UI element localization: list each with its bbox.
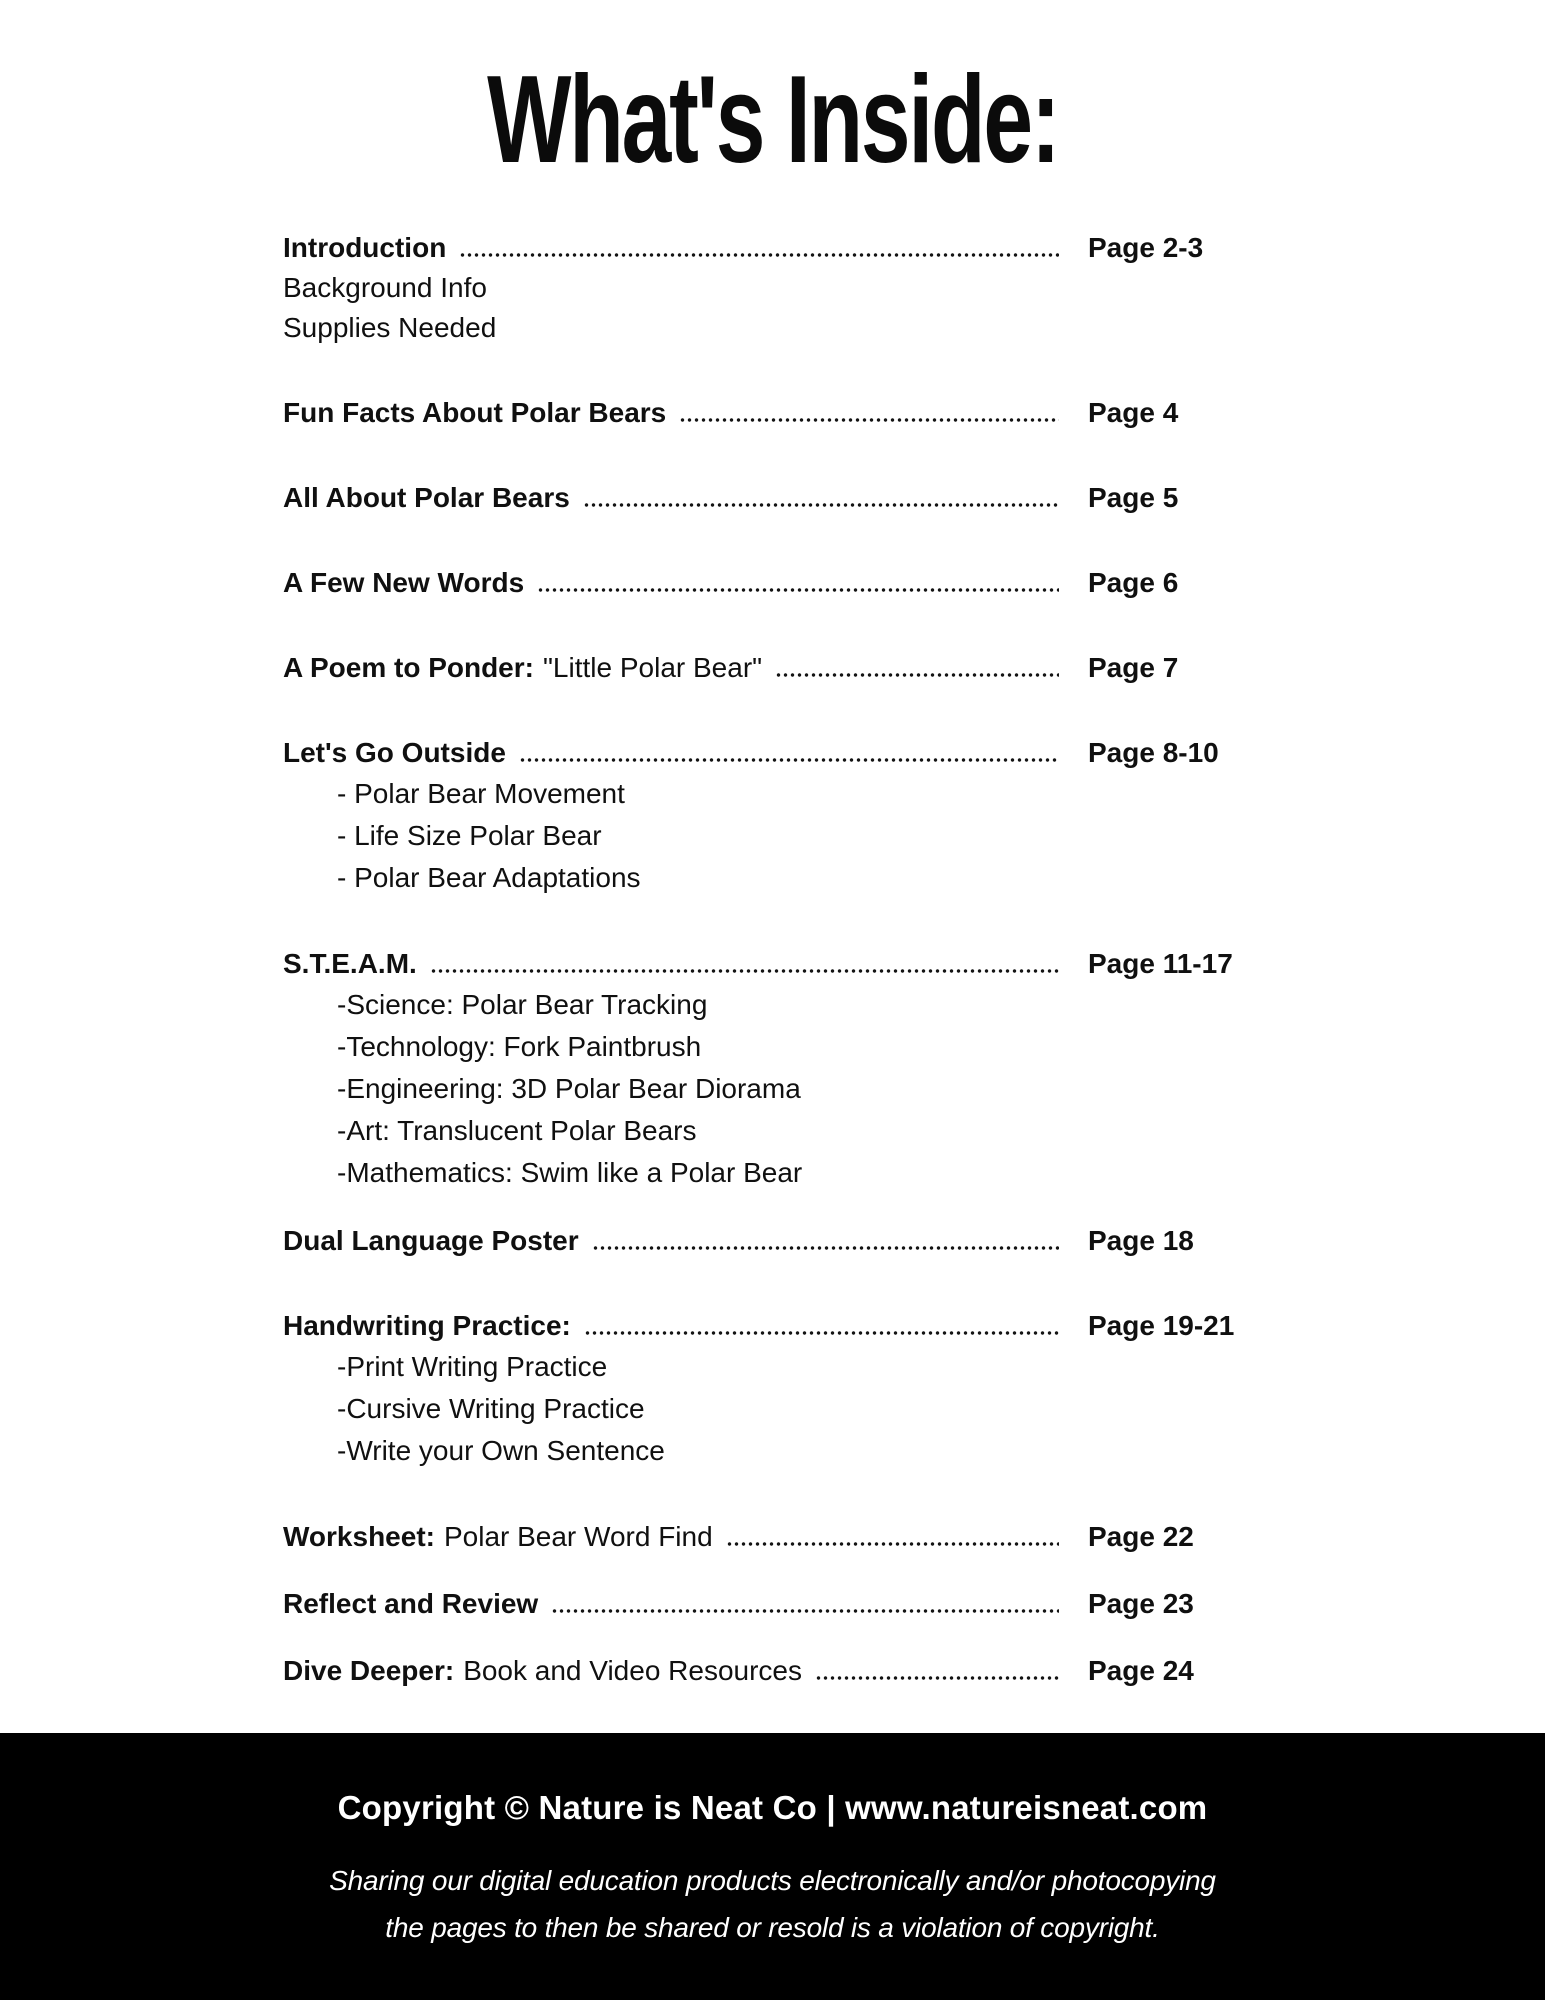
page-title: What's Inside: (486, 51, 1059, 189)
toc-page-number: Page 19-21 (1088, 1310, 1235, 1341)
page-title-wrap (0, 51, 1545, 189)
toc-sub-item: Background Info (283, 272, 487, 303)
toc-page-number: Page 8-10 (1088, 737, 1219, 768)
toc-item-label: Handwriting Practice: (283, 1310, 571, 1341)
toc-row-lets-go-outside (283, 733, 1273, 773)
toc-item-label: Fun Facts About Polar Bears (283, 397, 667, 428)
toc-item-subtitle: Polar Bear Word Find (443, 1521, 713, 1552)
dot-leader (519, 758, 1059, 762)
toc-item-label: Introduction (283, 232, 447, 263)
table-of-contents (283, 228, 1273, 1691)
toc-sub-item: -Print Writing Practice (337, 1351, 608, 1382)
disclaimer-line-1: Sharing our digital education products electronically and/or photocopying (329, 1865, 1216, 1896)
toc-item-label: Dive Deeper: (283, 1655, 455, 1686)
toc-row-fun-facts (283, 393, 1273, 433)
toc-sub-item: -Technology: Fork Paintbrush (337, 1031, 702, 1062)
toc-page-number: Page 11-17 (1088, 948, 1233, 979)
toc-row-all-about (283, 478, 1273, 518)
dot-leader (583, 503, 1059, 507)
toc-page-number: Page 18 (1088, 1225, 1194, 1256)
footer (0, 1733, 1545, 2000)
toc-item-label: A Poem to Ponder: (283, 652, 534, 683)
disclaimer-line-2: the pages to then be shared or resold is a violation of copyright. (385, 1912, 1160, 1943)
dot-leader (726, 1542, 1059, 1546)
toc-item-label: S.T.E.A.M. (283, 948, 417, 979)
toc-row-dual-language (283, 1221, 1273, 1261)
toc-sub-item: -Engineering: 3D Polar Bear Diorama (337, 1073, 801, 1104)
toc-sub-item: Supplies Needed (283, 312, 497, 343)
toc-page-number: Page 23 (1088, 1588, 1194, 1619)
copyright-line: Copyright © Nature is Neat Co | www.natureisneat.com (337, 1789, 1208, 1826)
disclaimer-text (0, 1857, 1545, 1951)
toc-item-label: Reflect and Review (283, 1588, 539, 1619)
dot-leader (459, 253, 1059, 257)
dot-leader (537, 588, 1059, 592)
dot-leader (584, 1331, 1059, 1335)
toc-page-number: Page 24 (1088, 1655, 1194, 1686)
toc-page-number: Page 4 (1088, 397, 1179, 428)
toc-sub-item: - Polar Bear Adaptations (337, 862, 641, 893)
toc-row-handwriting (283, 1306, 1273, 1346)
toc-sub-item: - Polar Bear Movement (337, 778, 625, 809)
toc-row-steam (283, 944, 1273, 984)
toc-sub-item: -Art: Translucent Polar Bears (337, 1115, 697, 1146)
toc-page-number: Page 2-3 (1088, 232, 1204, 263)
toc-item-subtitle: "Little Polar Bear" (542, 652, 763, 683)
toc-item-label: Worksheet: (283, 1521, 435, 1552)
dot-leader (815, 1676, 1059, 1680)
toc-page-number: Page 7 (1088, 652, 1179, 683)
toc-page-number: Page 22 (1088, 1521, 1194, 1552)
toc-row-worksheet (283, 1517, 1273, 1557)
toc-item-label: Dual Language Poster (283, 1225, 579, 1256)
toc-item-label: Let's Go Outside (283, 737, 506, 768)
toc-row-introduction (283, 228, 1273, 268)
toc-sub-item: -Science: Polar Bear Tracking (337, 989, 708, 1020)
toc-sub-item: -Mathematics: Swim like a Polar Bear (337, 1157, 803, 1188)
toc-sub-item: -Write your Own Sentence (337, 1435, 665, 1466)
dot-leader (679, 418, 1059, 422)
dot-leader (775, 673, 1059, 677)
toc-row-reflect-review (283, 1584, 1273, 1624)
toc-row-new-words (283, 563, 1273, 603)
toc-item-subtitle: Book and Video Resources (463, 1655, 803, 1686)
toc-sub-item: -Cursive Writing Practice (337, 1393, 645, 1424)
dot-leader (551, 1609, 1059, 1613)
toc-row-poem (283, 648, 1273, 688)
toc-row-dive-deeper (283, 1651, 1273, 1691)
toc-item-label: A Few New Words (283, 567, 525, 598)
toc-item-label: All About Polar Bears (283, 482, 570, 513)
dot-leader (592, 1246, 1059, 1250)
toc-sub-item: - Life Size Polar Bear (337, 820, 602, 851)
toc-page-number: Page 5 (1088, 482, 1179, 513)
dot-leader (430, 969, 1059, 973)
toc-page-number: Page 6 (1088, 567, 1179, 598)
